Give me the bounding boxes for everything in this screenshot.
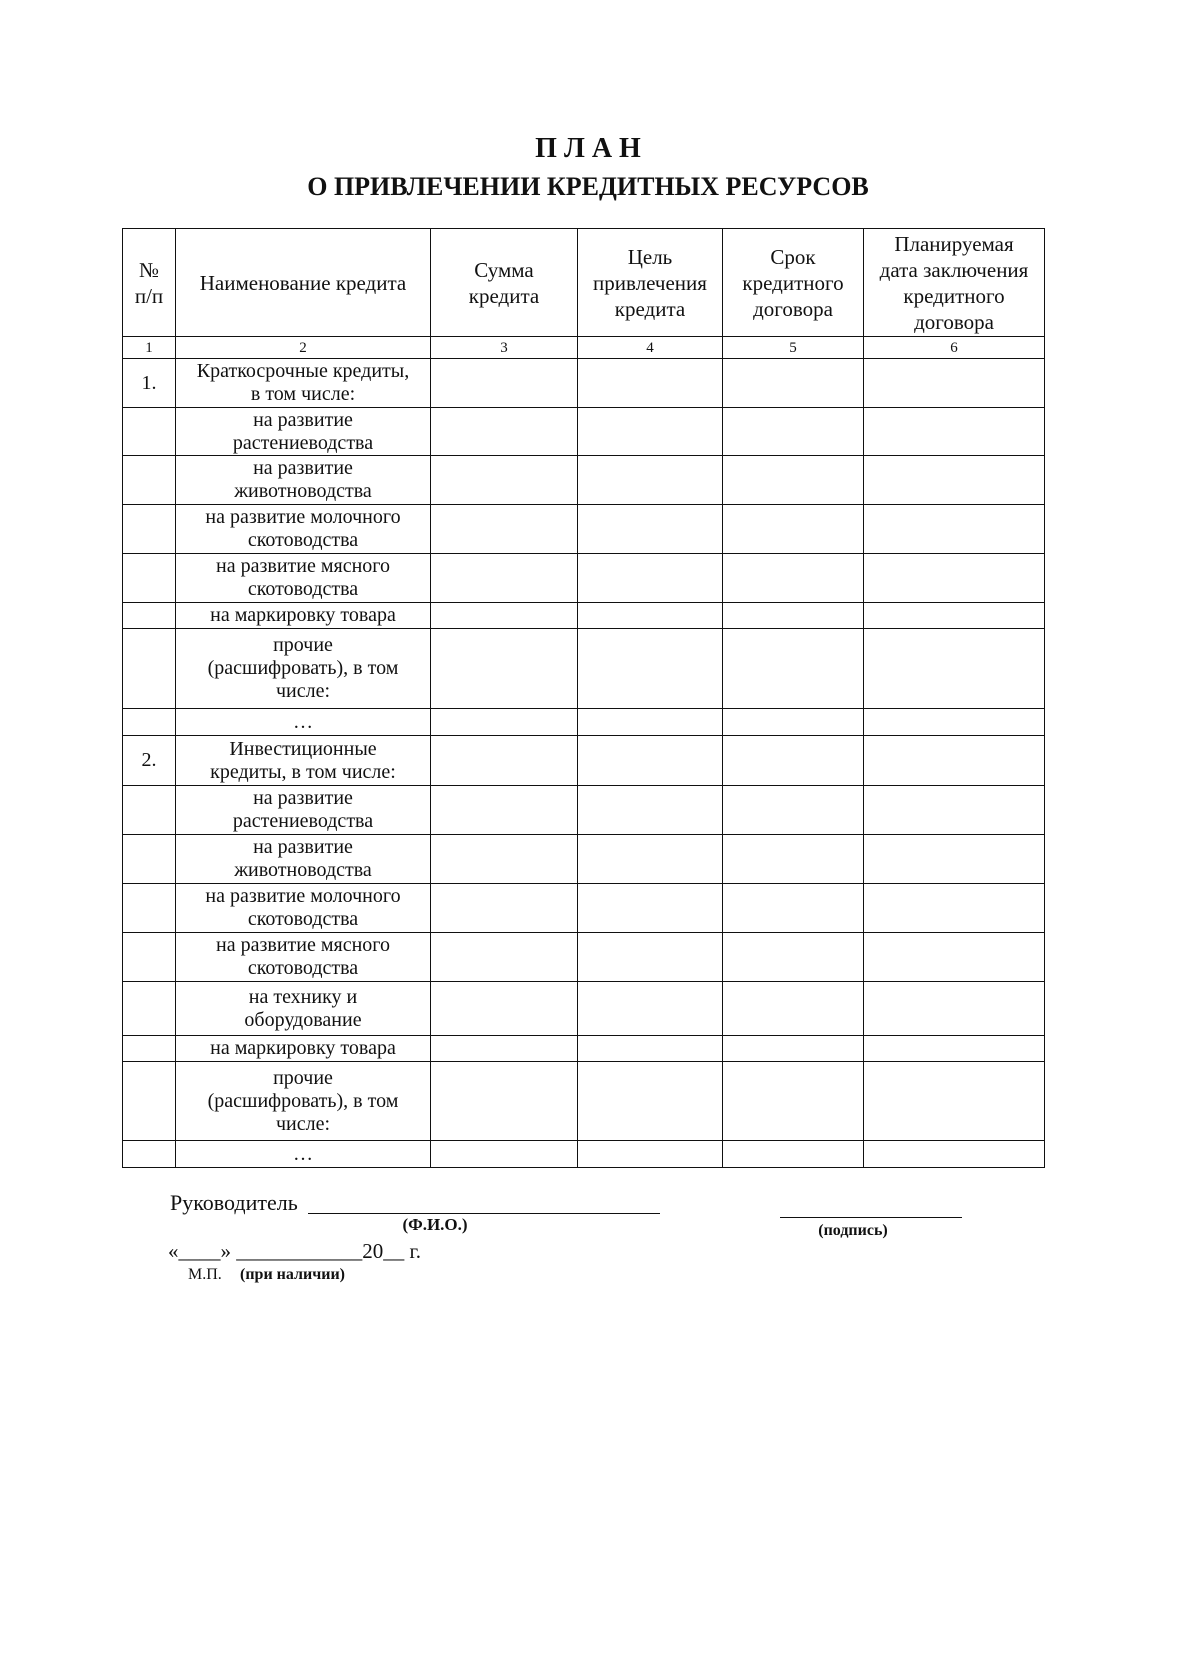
- cell-amount: [431, 505, 578, 554]
- cell-purpose: [578, 603, 723, 629]
- row-number: [123, 933, 176, 982]
- row-number: [123, 1062, 176, 1141]
- header-cell-date: Планируемая дата заключения кредитного договора: [864, 229, 1045, 337]
- table-row: [123, 1062, 1045, 1141]
- cell-purpose: [578, 456, 723, 505]
- header-cell-purpose: Цель привлечения кредита: [578, 229, 723, 337]
- cell-date: [864, 456, 1045, 505]
- cell-term: [723, 1036, 864, 1062]
- row-name: …: [176, 1141, 431, 1168]
- row-name: на развитие мясного скотоводства: [176, 554, 431, 603]
- cell-term: [723, 629, 864, 709]
- cell-purpose: [578, 884, 723, 933]
- row-number: 2.: [123, 736, 176, 786]
- table-row: [123, 736, 1045, 786]
- cell-amount: [431, 884, 578, 933]
- cell-purpose: [578, 629, 723, 709]
- column-number: 4: [578, 337, 723, 359]
- cell-purpose: [578, 835, 723, 884]
- cell-date: [864, 629, 1045, 709]
- table-row: [123, 1036, 1045, 1062]
- cell-term: [723, 786, 864, 835]
- column-number-row: [123, 337, 1045, 359]
- row-name: прочие (расшифровать), в том числе:: [176, 1062, 431, 1141]
- cell-amount: [431, 736, 578, 786]
- cell-term: [723, 359, 864, 408]
- cell-term: [723, 603, 864, 629]
- cell-purpose: [578, 982, 723, 1036]
- cell-date: [864, 835, 1045, 884]
- credit-plan-table: [122, 228, 1045, 1168]
- table-row: [123, 456, 1045, 505]
- row-name: …: [176, 709, 431, 736]
- fio-caption: (Ф.И.О.): [402, 1215, 468, 1234]
- cell-purpose: [578, 786, 723, 835]
- cell-term: [723, 736, 864, 786]
- cell-date: [864, 1036, 1045, 1062]
- row-number: [123, 786, 176, 835]
- row-number: [123, 982, 176, 1036]
- row-name: Инвестиционные кредиты, в том числе:: [176, 736, 431, 786]
- stamp-label: М.П.: [188, 1266, 222, 1283]
- cell-purpose: [578, 1062, 723, 1141]
- row-number: [123, 603, 176, 629]
- cell-amount: [431, 554, 578, 603]
- cell-date: [864, 884, 1045, 933]
- cell-amount: [431, 1036, 578, 1062]
- cell-purpose: [578, 554, 723, 603]
- row-number: [123, 884, 176, 933]
- cell-date: [864, 554, 1045, 603]
- row-name: на развитие молочного скотоводства: [176, 505, 431, 554]
- date-line: «____» ____________20__ г.: [168, 1239, 421, 1263]
- cell-term: [723, 456, 864, 505]
- row-name: на развитие мясного скотоводства: [176, 933, 431, 982]
- cell-amount: [431, 982, 578, 1036]
- page-title: П Л А Н: [535, 133, 641, 164]
- cell-term: [723, 408, 864, 456]
- cell-amount: [431, 1141, 578, 1168]
- cell-date: [864, 709, 1045, 736]
- table-row: [123, 933, 1045, 982]
- row-name: на развитие молочного скотоводства: [176, 884, 431, 933]
- cell-amount: [431, 1062, 578, 1141]
- cell-date: [864, 1141, 1045, 1168]
- cell-date: [864, 933, 1045, 982]
- row-name: на развитие животноводства: [176, 835, 431, 884]
- table-row: [123, 505, 1045, 554]
- stamp-note: (при наличии): [240, 1266, 346, 1283]
- row-number: [123, 835, 176, 884]
- cell-date: [864, 603, 1045, 629]
- row-number: [123, 709, 176, 736]
- header-cell-term: Срок кредитного договора: [723, 229, 864, 337]
- row-name: на развитие растениеводства: [176, 786, 431, 835]
- table-row: [123, 786, 1045, 835]
- table-row: [123, 359, 1045, 408]
- cell-amount: [431, 933, 578, 982]
- row-name: на развитие животноводства: [176, 456, 431, 505]
- row-number: [123, 629, 176, 709]
- table-row: [123, 835, 1045, 884]
- table-row: [123, 554, 1045, 603]
- cell-amount: [431, 709, 578, 736]
- cell-date: [864, 1062, 1045, 1141]
- cell-amount: [431, 629, 578, 709]
- row-name: на технику и оборудование: [176, 982, 431, 1036]
- row-number: [123, 408, 176, 456]
- cell-purpose: [578, 408, 723, 456]
- table-row: [123, 709, 1045, 736]
- cell-term: [723, 933, 864, 982]
- row-name: прочие (расшифровать), в том числе:: [176, 629, 431, 709]
- row-name: на маркировку товара: [176, 1036, 431, 1062]
- signature-caption: (подпись): [818, 1222, 888, 1239]
- cell-purpose: [578, 1141, 723, 1168]
- cell-purpose: [578, 1036, 723, 1062]
- table-row: [123, 884, 1045, 933]
- header-cell-name: Наименование кредита: [176, 229, 431, 337]
- row-number: [123, 554, 176, 603]
- manager-name-line: [308, 1213, 660, 1214]
- row-name: на развитие растениеводства: [176, 408, 431, 456]
- page-subtitle: О ПРИВЛЕЧЕНИИ КРЕДИТНЫХ РЕСУРСОВ: [307, 172, 869, 201]
- row-name: на маркировку товара: [176, 603, 431, 629]
- row-number: [123, 505, 176, 554]
- table-row: [123, 408, 1045, 456]
- cell-purpose: [578, 933, 723, 982]
- cell-term: [723, 505, 864, 554]
- cell-amount: [431, 603, 578, 629]
- cell-term: [723, 709, 864, 736]
- row-number: [123, 1141, 176, 1168]
- header-cell-number: № п/п: [123, 229, 176, 337]
- row-number: [123, 1036, 176, 1062]
- cell-amount: [431, 835, 578, 884]
- cell-purpose: [578, 736, 723, 786]
- cell-date: [864, 982, 1045, 1036]
- cell-date: [864, 505, 1045, 554]
- cell-amount: [431, 359, 578, 408]
- cell-amount: [431, 408, 578, 456]
- manager-label: Руководитель: [170, 1190, 298, 1215]
- cell-amount: [431, 786, 578, 835]
- cell-amount: [431, 456, 578, 505]
- cell-date: [864, 408, 1045, 456]
- cell-purpose: [578, 505, 723, 554]
- cell-term: [723, 1062, 864, 1141]
- column-number: 2: [176, 337, 431, 359]
- table-row: [123, 1141, 1045, 1168]
- column-number: 3: [431, 337, 578, 359]
- cell-date: [864, 359, 1045, 408]
- row-name: Краткосрочные кредиты, в том числе:: [176, 359, 431, 408]
- table-row: [123, 629, 1045, 709]
- signature-line: [780, 1217, 962, 1218]
- cell-purpose: [578, 709, 723, 736]
- cell-term: [723, 884, 864, 933]
- column-number: 1: [123, 337, 176, 359]
- cell-term: [723, 982, 864, 1036]
- header-cell-amount: Сумма кредита: [431, 229, 578, 337]
- cell-date: [864, 786, 1045, 835]
- cell-term: [723, 835, 864, 884]
- row-number: 1.: [123, 359, 176, 408]
- cell-date: [864, 736, 1045, 786]
- column-number: 6: [864, 337, 1045, 359]
- cell-term: [723, 1141, 864, 1168]
- table-row: [123, 603, 1045, 629]
- column-number: 5: [723, 337, 864, 359]
- cell-term: [723, 554, 864, 603]
- cell-purpose: [578, 359, 723, 408]
- row-number: [123, 456, 176, 505]
- table-row: [123, 982, 1045, 1036]
- header-row: [123, 229, 1045, 337]
